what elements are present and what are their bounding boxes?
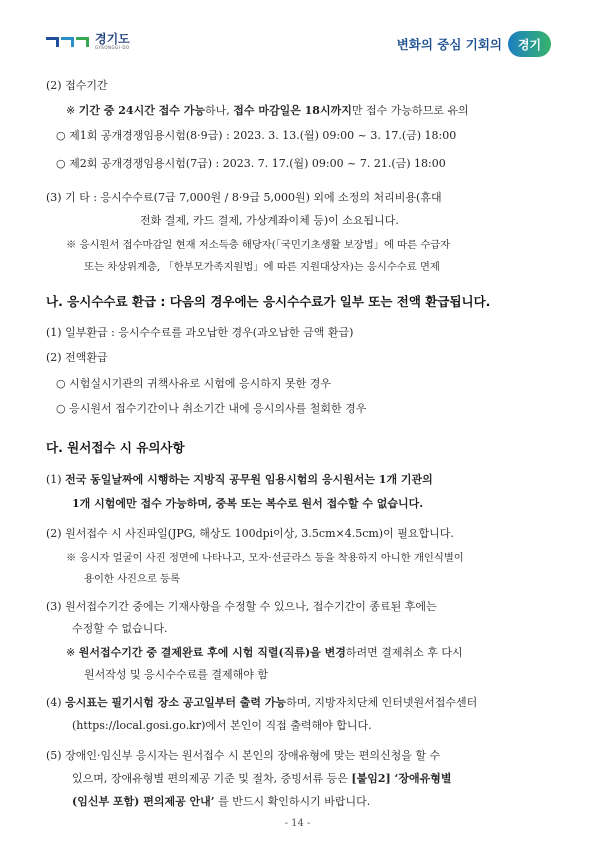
bold-text: 전국 동일날짜에 시행하는 지방직 공무원 임용시험의 응시원서는 1개 기관의 [65,473,433,486]
text: 만 접수 가능하므로 유의 [351,104,469,117]
item-number: (1) [46,473,66,486]
line-23: 원서작성 및 응시수수료를 결제해야 함 [84,668,269,681]
line-21: 수정할 수 없습니다. [72,622,168,635]
logo-name: 경기도 [95,32,130,46]
line-20: (3) 원서접수기간 중에는 기재사항을 수정할 수 있으나, 접수기간이 종료된 후에는 [46,600,437,613]
note-mark: ※ [66,104,79,117]
line-4: ○ 제2회 공개경쟁임용시험(7급) : 2023. 7. 17.(월) 09:00 ~ 7. 21.(금) 18:00 [56,157,446,170]
page-number: - 14 - [284,818,311,829]
line-15 [46,473,433,487]
bold-text: 접수 마감일은 18시까지 [233,104,352,117]
line-6: 전화 결제, 카드 결제, 가상계좌이체 등)이 소요됩니다. [140,214,399,227]
line-18: ※ 응시자 얼굴이 사진 정면에 나타나고, 모자·선글라스 등을 착용하지 아니한 개인식별이 [66,552,464,564]
text: 하나, [204,104,234,117]
line-8: 또는 차상위계층, 「한부모가족지원법」에 따른 지원대상자)는 응시수수료 면제 [84,261,440,273]
note-mark: ※ [66,646,79,659]
logo-name-en: GYEONGGI-DO [95,45,130,50]
line-16: 1개 시험에만 접수 가능하며, 중복 또는 복수로 원서 접수할 수 없습니다. [72,497,424,510]
line-25: (https://local.gosi.go.kr)에서 본인이 직접 출력해야 합니다. [72,719,372,732]
text: 를 반드시 확인하시기 바랍니다. [218,795,371,808]
page-header [0,0,595,62]
slogan-badge: 경기 [508,31,551,57]
line-22 [66,646,463,660]
line-1: (2) 접수기간 [46,79,108,92]
slogan-text: 변화의 중심 기회의 [396,37,502,52]
line-17: (2) 원서접수 시 사진파일(JPG, 해상도 100dpi이상, 3.5cm×4.5cm)이 필요합니다. [46,527,454,540]
line-7: ※ 응시원서 접수마감일 현재 저소득층 해당자(「국민기초생활 보장법」에 따른 수급자 [66,239,451,251]
line-3: ○ 제1회 공개경쟁임용시험(8·9급) : 2023. 3. 13.(월) 09:00 ~ 3. 17.(금) 18:00 [56,129,457,142]
item-number: (4) [46,696,66,709]
bold-text: 원서접수기간 중 결제완료 후에 시험 직렬(직류)을 변경 [78,646,346,659]
section-heading-notes: 다. 원서접수 시 유의사항 [46,440,185,455]
line-27 [72,772,451,786]
logo-mark-icon [46,37,89,47]
line-26: (5) 장애인·임신부 응시자는 원서접수 시 본인의 장애유형에 맞는 편의신청을 할 수 [46,749,441,762]
line-10: (1) 일부환급 : 응시수수료를 과오납한 경우(과오납한 금액 환급) [46,326,354,339]
text: 하려면 결제취소 후 다시 [345,646,463,659]
line-12: ○ 시험실시기관의 귀책사유로 시험에 응시하지 못한 경우 [56,377,331,390]
text: 있으며, 장애유형별 편의제공 기준 및 절차, 증빙서류 등은 [72,772,352,785]
line-28 [72,795,370,809]
gyeonggi-logo [46,33,130,50]
bold-text: 응시표는 필기시험 장소 공고일부터 출력 가능 [65,696,287,709]
line-5: (3) 기 타 : 응시수수료(7급 7,000원 / 8·9급 5,000원) 외에 소정의 처리비용(휴대 [46,191,442,204]
line-19: 용이한 사진으로 등록 [84,573,181,585]
bold-text: [붙임2] ‘장애유형별 [351,772,452,785]
bold-text: 기간 중 24시간 접수 가능 [78,104,205,117]
line-11: (2) 전액환급 [46,351,108,364]
line-13: ○ 응시원서 접수기간이나 취소기간 내에 응시의사를 철회한 경우 [56,402,367,415]
slogan [397,31,551,57]
line-2 [66,104,469,118]
line-24 [46,696,477,710]
text: 하며, 지방자치단체 인터넷원서접수센터 [286,696,478,709]
bold-text: (임신부 포함) 편의제공 안내’ [72,795,215,808]
section-heading-refund: 나. 응시수수료 환급 : 다음의 경우에는 응시수수료가 일부 또는 전액 환급됩니다. [46,294,491,309]
